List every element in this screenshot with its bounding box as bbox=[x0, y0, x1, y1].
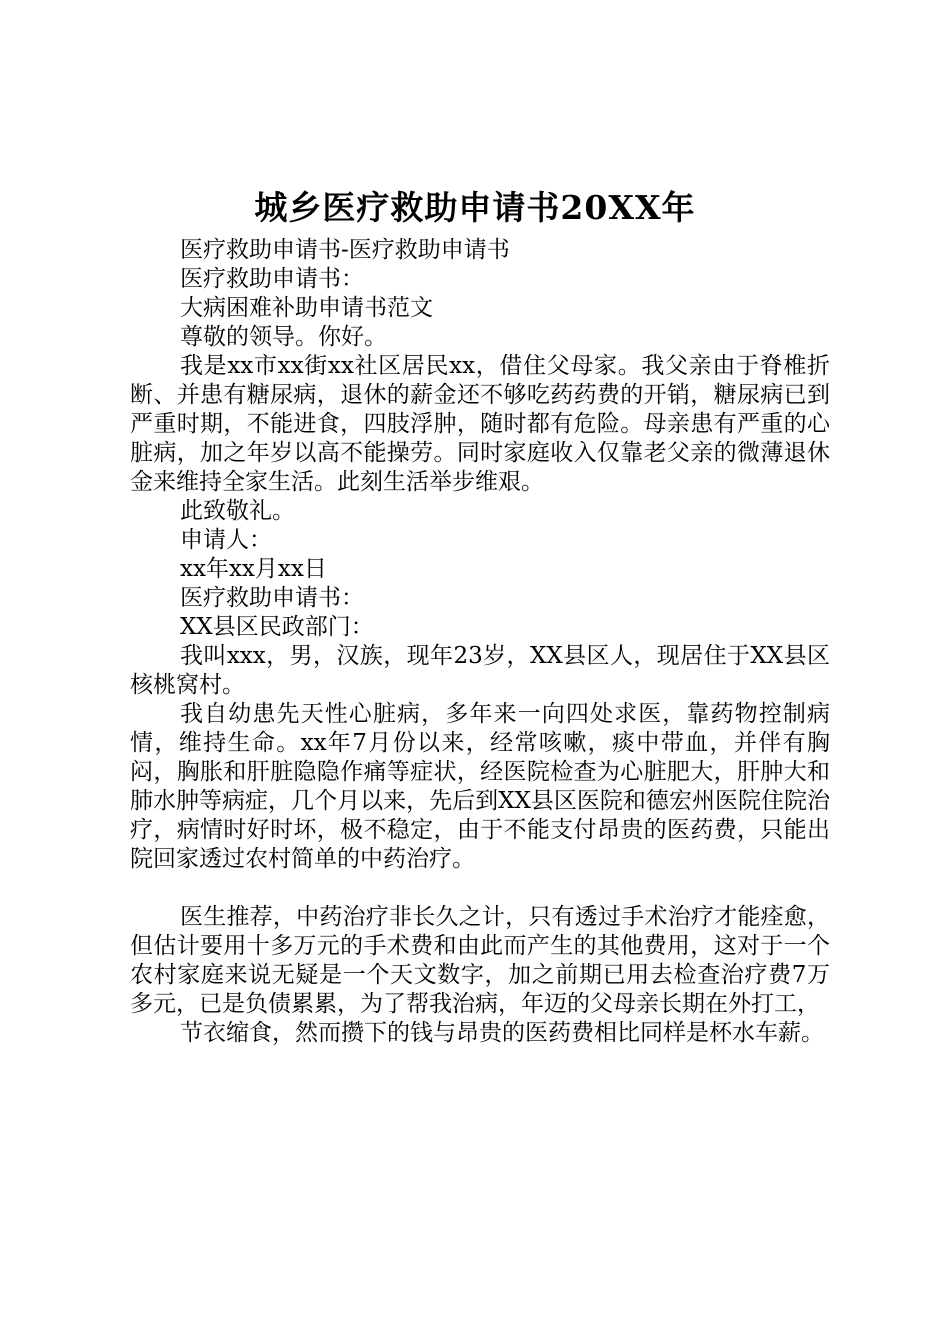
paragraph-subtitle: 医疗救助申请书-医疗救助申请书 bbox=[180, 237, 510, 263]
document-body bbox=[130, 236, 830, 1048]
paragraph-spacer bbox=[130, 874, 830, 903]
paragraph-date: xx年xx月xx日 bbox=[180, 556, 327, 582]
paragraph-salutation: 尊敬的领导。你好。 bbox=[180, 324, 387, 350]
paragraph-illness-history: 我自幼患先天性心脏病，多年来一向四处求医，靠药物控制病情，维持生命。xx年7月份以来，经常咳嗽，痰中带血，并伴有胸闷，胸胀和肝脏隐隐作痛等症状，经医院检查为心脏肥大，肝肿大和肺水肿等病症，几个月以来，先后到XX县区医院和德宏州医院住院治疗，病情时好时坏，极不稳定，由于不能支付昂贵的医药费，只能出院回家透过农村简单的中药治疗。 bbox=[130, 701, 830, 872]
paragraph-family-situation: 我是xx市xx街xx社区居民xx，借住父母家。我父亲由于脊椎折断、并患有糖尿病，退休的薪金还不够吃药药费的开销，糖尿病已到严重时期，不能进食，四肢浮肿，随时都有危险。母亲患有严重的心脏病，加之年岁以高不能操劳。同时家庭收入仅靠老父亲的微薄退休金来维持全家生活。此刻生活举步维艰。 bbox=[130, 353, 830, 495]
paragraph-self-introduction: 我叫xxx，男，汉族，现年23岁，XX县区人，现居住于XX县区核桃窝村。 bbox=[130, 643, 830, 698]
paragraph-treatment-cost: 医生推荐，中药治疗非长久之计，只有透过手术治疗才能痊愈，但估计要用十多万元的手术费和由此而产生的其他费用，这对于一个农村家庭来说无疑是一个天文数字，加之前期已用去检查治疗费7万多元，已是负债累累，为了帮我治病，年迈的父母亲长期在外打工， bbox=[130, 904, 830, 1017]
paragraph-closing: 此致敬礼。 bbox=[180, 498, 295, 524]
paragraph-hardship: 节衣缩食，然而攒下的钱与昂贵的医药费相比同样是杯水车薪。 bbox=[180, 1020, 824, 1046]
paragraph-heading: 医疗救助申请书： bbox=[180, 266, 364, 292]
document-title: 城乡医疗救助申请书20XX年 bbox=[254, 188, 696, 227]
paragraph-recipient: XX县区民政部门： bbox=[180, 614, 374, 640]
paragraph-topic: 大病困难补助申请书范文 bbox=[180, 295, 433, 321]
paragraph-applicant: 申请人： bbox=[180, 527, 272, 553]
paragraph-second-heading: 医疗救助申请书： bbox=[180, 585, 364, 611]
